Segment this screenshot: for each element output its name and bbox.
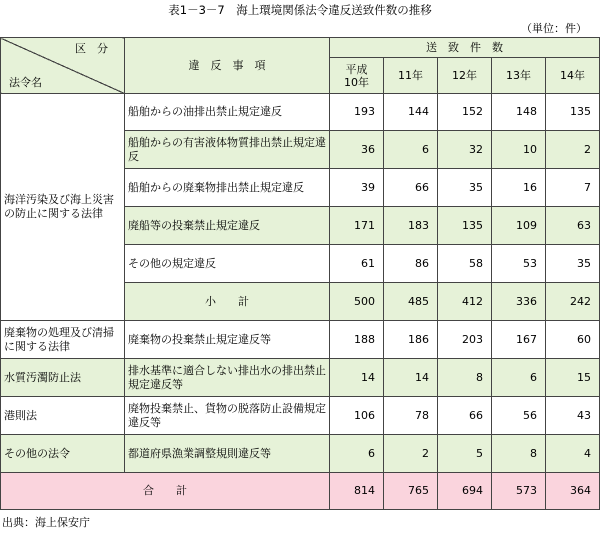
subtotal-label: 小 計 [125,283,330,321]
value-cell: 66 [384,169,438,207]
value-cell: 135 [438,207,492,245]
year-header: 11年 [384,58,438,94]
value-cell: 144 [384,94,438,131]
total-value: 694 [438,473,492,510]
table-row [1,359,600,397]
value-cell: 167 [492,321,546,359]
violation-item: その他の規定違反 [125,245,330,283]
violation-item: 廃物投棄禁止、貨物の脱落防止設備規定違反等 [125,397,330,435]
value-cell: 188 [330,321,384,359]
value-cell: 152 [438,94,492,131]
table-row [1,435,600,473]
value-cell: 336 [492,283,546,321]
value-cell: 36 [330,131,384,169]
value-cell: 66 [438,397,492,435]
year-header: 12年 [438,58,492,94]
value-cell: 8 [492,435,546,473]
value-cell: 148 [492,94,546,131]
value-cell: 8 [438,359,492,397]
value-cell: 106 [330,397,384,435]
law-name-cell: 海洋汚染及び海上災害の防止に関する法律 [1,94,125,321]
sent-count-header: 送 致 件 数 [330,38,600,58]
value-cell: 14 [384,359,438,397]
value-cell: 86 [384,245,438,283]
total-label: 合 計 [1,473,330,510]
value-cell: 32 [438,131,492,169]
value-cell: 412 [438,283,492,321]
value-cell: 14 [330,359,384,397]
value-cell: 63 [546,207,600,245]
value-cell: 183 [384,207,438,245]
category-header: 区 分 [75,42,108,55]
value-cell: 6 [330,435,384,473]
violation-item: 船舶からの油排出禁止規定違反 [125,94,330,131]
value-cell: 109 [492,207,546,245]
violation-item: 船舶からの廃棄物排出禁止規定違反 [125,169,330,207]
value-cell: 43 [546,397,600,435]
value-cell: 58 [438,245,492,283]
year-header: 14年 [546,58,600,94]
table-row [1,321,600,359]
value-cell: 203 [438,321,492,359]
law-name-cell: 廃棄物の処理及び清掃に関する法律 [1,321,125,359]
violation-item: 廃棄物の投棄禁止規定違反等 [125,321,330,359]
violation-header: 違 反 事 項 [125,38,330,94]
value-cell: 4 [546,435,600,473]
violation-item: 船舶からの有害液体物質排出禁止規定違反 [125,131,330,169]
value-cell: 2 [384,435,438,473]
total-value: 765 [384,473,438,510]
violation-item: 排水基準に適合しない排出水の排出禁止規定違反等 [125,359,330,397]
value-cell: 10 [492,131,546,169]
value-cell: 171 [330,207,384,245]
value-cell: 135 [546,94,600,131]
value-cell: 78 [384,397,438,435]
total-row [1,473,600,510]
violation-item: 廃船等の投棄禁止規定違反 [125,207,330,245]
table-title: 表1－3－7 海上環境関係法令違反送致件数の推移 [168,3,432,17]
source-note: 出典：海上保安庁 [2,516,90,529]
table-row [1,94,600,131]
law-name-header: 法令名 [9,76,42,89]
law-name-cell: その他の法令 [1,435,125,473]
value-cell: 16 [492,169,546,207]
value-cell: 500 [330,283,384,321]
value-cell: 6 [384,131,438,169]
value-cell: 39 [330,169,384,207]
total-value: 814 [330,473,384,510]
value-cell: 5 [438,435,492,473]
value-cell: 6 [492,359,546,397]
year-header: 平成 10年 [330,58,384,94]
value-cell: 7 [546,169,600,207]
value-cell: 15 [546,359,600,397]
value-cell: 53 [492,245,546,283]
value-cell: 2 [546,131,600,169]
value-cell: 242 [546,283,600,321]
table-row [1,397,600,435]
violations-table [0,37,600,510]
law-name-cell: 水質汚濁防止法 [1,359,125,397]
total-value: 573 [492,473,546,510]
value-cell: 56 [492,397,546,435]
value-cell: 35 [546,245,600,283]
value-cell: 485 [384,283,438,321]
value-cell: 60 [546,321,600,359]
value-cell: 186 [384,321,438,359]
total-value: 364 [546,473,600,510]
unit-label: （単位：件） [521,22,587,35]
year-header: 13年 [492,58,546,94]
law-name-cell: 港則法 [1,397,125,435]
header-row-1 [1,38,600,58]
value-cell: 193 [330,94,384,131]
diagonal-header-cell [1,38,125,94]
value-cell: 61 [330,245,384,283]
violation-item: 都道府県漁業調整規則違反等 [125,435,330,473]
value-cell: 35 [438,169,492,207]
